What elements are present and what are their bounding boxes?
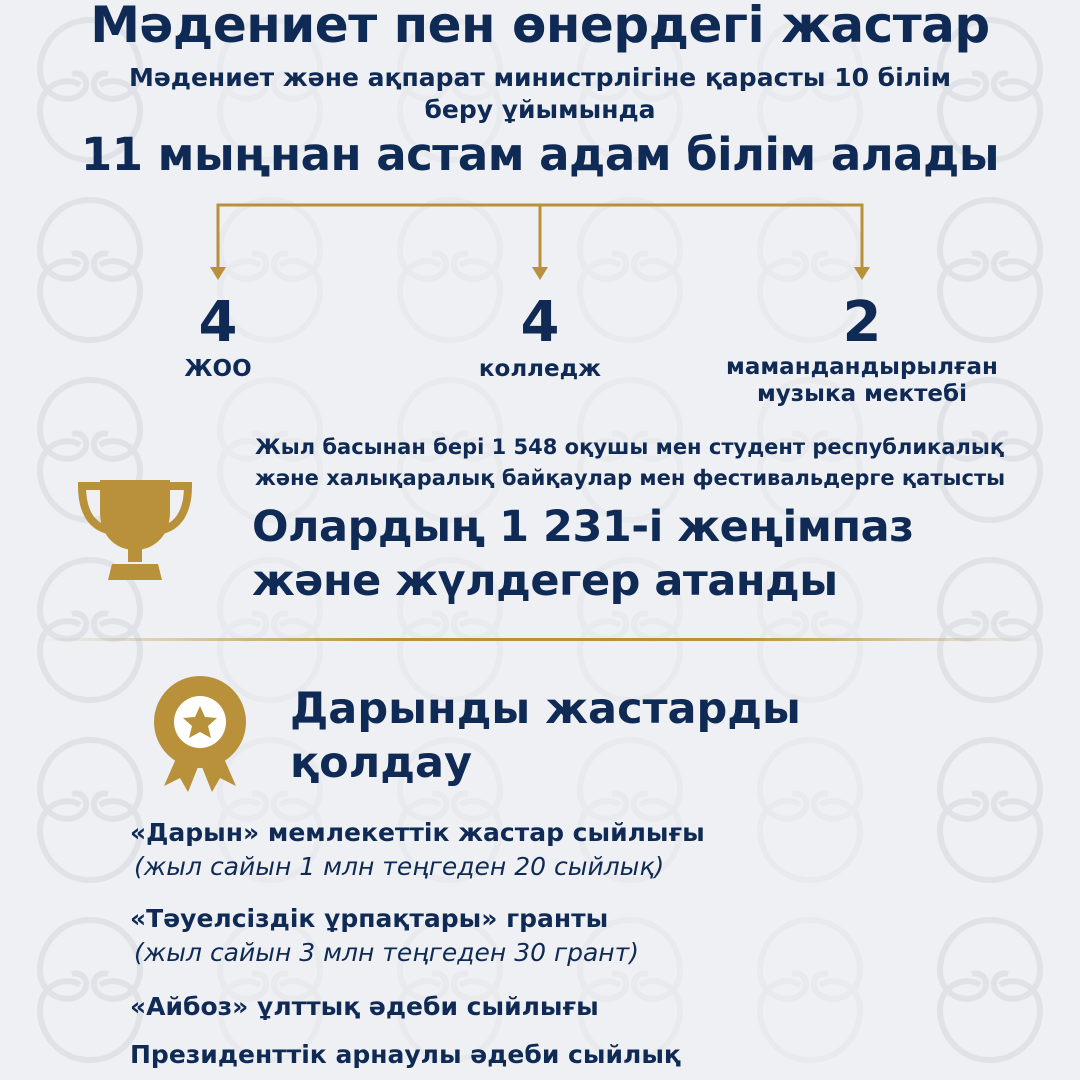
award-item-title: «Айбоз» ұлттық əдеби сыйлығы (130, 992, 599, 1021)
institution-label-music-schools: мамандандырылған музыка мектебі (726, 354, 998, 407)
arrow-down-icon (854, 267, 870, 280)
medal-star-icon (150, 676, 250, 794)
page-title: Мəдениет пен өнердегі жастар (90, 0, 990, 54)
institution-count-colleges: 4 (520, 290, 560, 355)
award-item-title: Президенттік арнаулы əдеби сыйлық (130, 1040, 681, 1069)
subtitle: Мəдениет және ақпарат министрлігіне қарасты 10 білім беру ұйымында (128, 63, 952, 124)
award-item-title: «Дарын» мемлекеттік жастар сыйлығы (130, 818, 705, 847)
headline-stat: 11 мыңнан астам адам білім алады (80, 128, 1000, 181)
section-divider (40, 638, 1040, 641)
institution-label-universities: ЖОО (184, 356, 252, 382)
award-item-note: (жыл сайын 3 млн теңгеден 30 грант) (134, 938, 639, 967)
participation-text: Жыл басынан бері 1 548 оқушы мен студент республикалық және халықаралық байқаулар мен фестивальдерге қатысты (255, 435, 1006, 490)
award-item-title: «Тəуелсіздік ұрпақтары» гранты (130, 904, 609, 933)
arrow-down-icon (210, 267, 226, 280)
winners-stat: Олардың 1 231-і жеңімпаз және жүлдегер атанды (252, 502, 914, 606)
support-section-title: Дарынды жастарды қолдау (290, 684, 801, 788)
trophy-icon (78, 472, 192, 582)
branch-connector (0, 195, 1080, 285)
arrow-down-icon (532, 267, 548, 280)
institution-count-music-schools: 2 (842, 290, 882, 355)
institution-count-universities: 4 (198, 290, 238, 355)
award-item-note: (жыл сайын 1 млн теңгеден 20 сыйлық) (134, 852, 665, 881)
institution-label-colleges: колледж (478, 356, 602, 382)
